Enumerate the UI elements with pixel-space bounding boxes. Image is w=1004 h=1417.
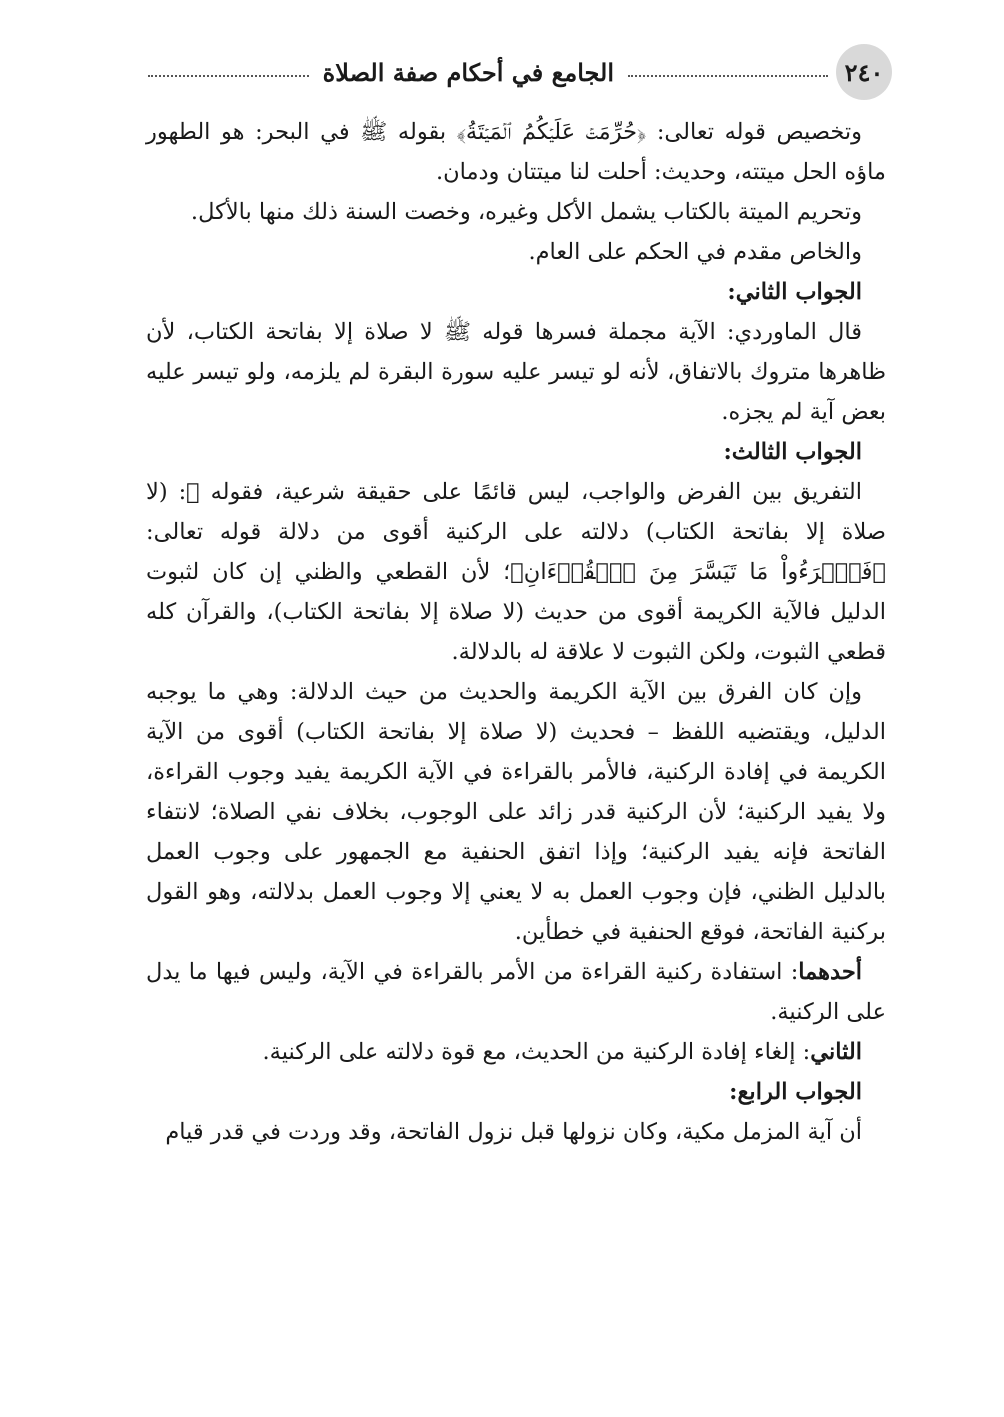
paragraph-8 [146,1032,886,1072]
page-body [146,112,886,1152]
paragraph-1: وتخصيص قوله تعالى: ﴿حُرِّمَتۡ عَلَيۡكُمُ ٱلۡمَيۡتَةُ﴾ بقوله ﷺ في البحر: هو الطهور ماؤه الحل ميتته، وحديث: أحلت لنا ميتتان ودمان. [146,119,886,185]
heading-third-answer: الجواب الثالث: [723,439,862,465]
paragraph-7 [146,952,886,1032]
point-text-second: : إلغاء إفادة الركنية من الحديث، مع قوة دلالته على الركنية. [262,1039,811,1065]
paragraph-4: قال الماوردي: الآية مجملة فسرها قوله ﷺ لا صلاة إلا بفاتحة الكتاب، لأن ظاهرها متروك بالاتفاق، لأنه لو تيسر عليه سورة البقرة لم يلزمه، ولو تيسر عليه بعض آية لم يجزه. [146,319,886,425]
header-dots-left [148,75,309,77]
running-header [148,44,886,100]
heading-second-answer: الجواب الثاني: [727,279,862,305]
heading-fourth-answer: الجواب الرابع: [729,1079,862,1105]
paragraph-9: أن آية المزمل مكية، وكان نزولها قبل نزول الفاتحة، وقد وردت في قدر قيام [165,1119,862,1145]
paragraph-3: والخاص مقدم في الحكم على العام. [528,239,862,265]
paragraph-2: وتحريم الميتة بالكتاب يشمل الأكل وغيره، وخصت السنة ذلك منها بالأكل. [190,199,862,225]
point-text-first: : استفادة ركنية القراءة من الأمر بالقراءة في الآية، وليس فيها ما يدل على الركنية. [146,959,886,1025]
point-label-first: أحدهما [798,959,862,985]
header-dots-right [628,75,828,77]
paragraph-5: التفريق بين الفرض والواجب، ليس قائمًا على حقيقة شرعية، فقوله ﷺ: (لا صلاة إلا بفاتحة الكتاب) دلالته على الركنية أقوى من دلالة قوله تعالى: ﴿فَٱقۡرَءُواْ مَا تَيَسَّرَ مِنَ ٱلۡقُرۡءَانِ﴾؛ لأن القطعي والظني إن كان لثبوت الدليل فالآية الكريمة أقوى من حديث (لا صلاة إلا بفاتحة الكتاب)، والقرآن كله قطعي الثبوت، ولكن الثبوت لا علاقة له بالدلالة. [146,479,886,665]
page-number: ٢٤٠ [836,44,892,100]
point-label-second: الثاني [810,1039,862,1065]
paragraph-6: وإن كان الفرق بين الآية الكريمة والحديث من حيث الدلالة: وهي ما يوجبه الدليل، ويقتضيه اللفظ – فحديث (لا صلاة إلا بفاتحة الكتاب) أقوى من الآية الكريمة في إفادة الركنية، فالأمر بالقراءة في الآية الكريمة يفيد وجوب القراءة، ولا يفيد الركنية؛ لأن الركنية قدر زائد على الوجوب، بخلاف نفي الصلاة؛ لانتفاء الفاتحة فإنه يفيد الركنية؛ وإذا اتفق الحنفية مع الجمهور على وجوب العمل بالدليل الظني، فإن وجوب العمل به لا يعني إلا وجوب العمل بدلالته، وهو القول بركنية الفاتحة، فوقع الحنفية في خطأين. [146,679,886,945]
book-title: الجامع في أحكام صفة الصلاة [322,57,614,87]
